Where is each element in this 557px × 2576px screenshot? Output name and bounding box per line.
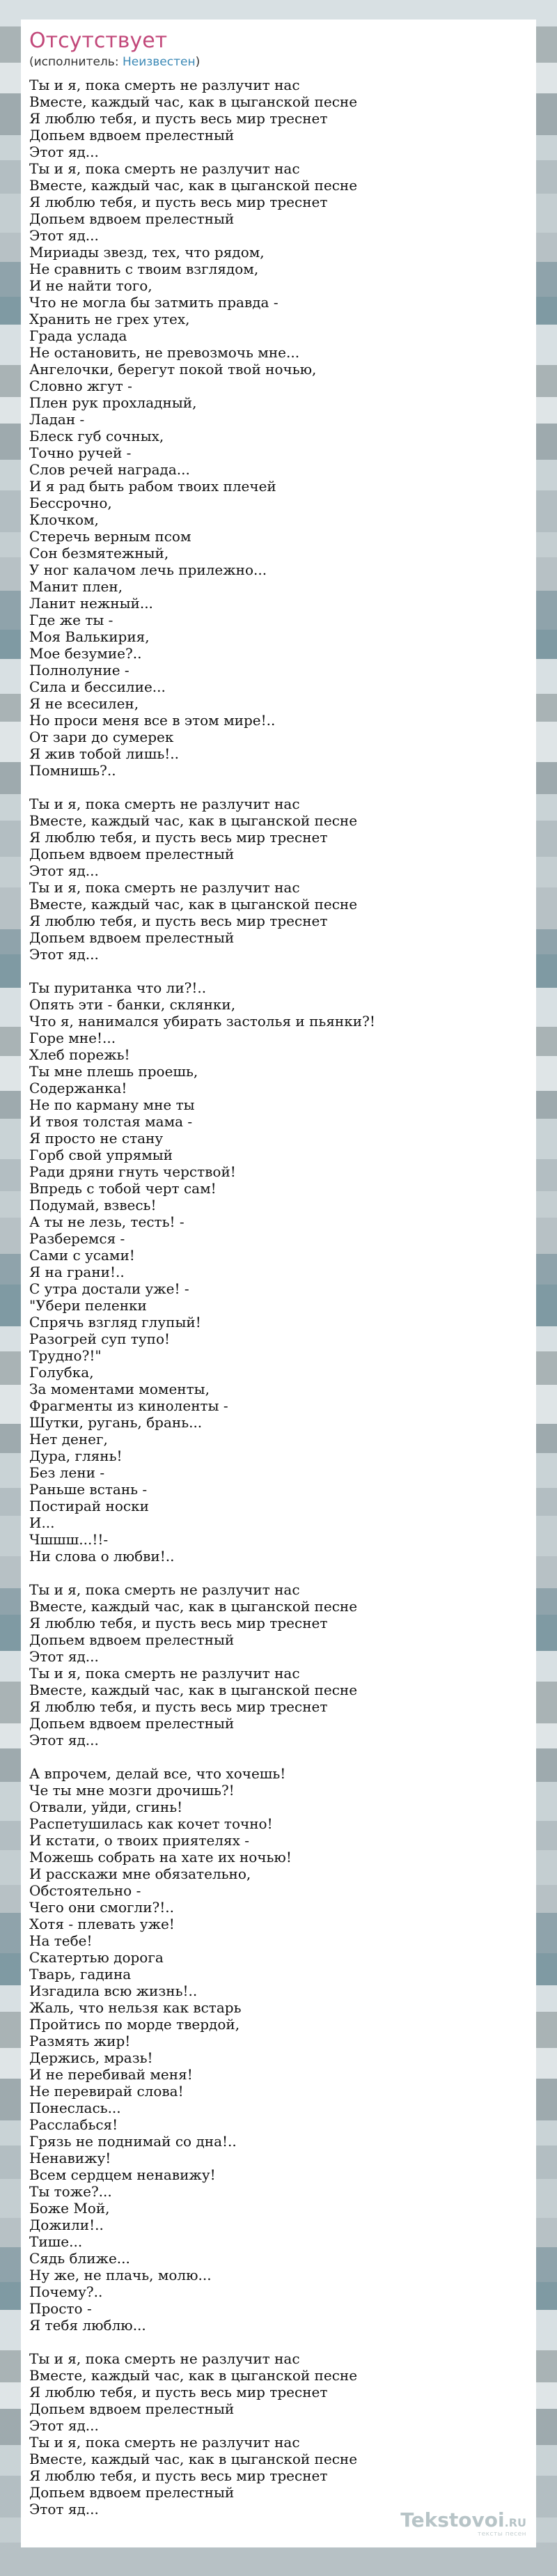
lyric-line: Я просто не стану: [29, 1130, 164, 1147]
lyric-line: Этот яд...: [29, 862, 99, 879]
lyric-line: Ты и я, пока смерть не разлучит нас: [29, 879, 300, 896]
lyric-line: Не остановить, не превозмочь мне...: [29, 344, 300, 361]
lyric-line: Без лени -: [29, 1464, 105, 1481]
lyric-line: Мое безумие?..: [29, 645, 142, 662]
logo-name: Tekstovoi: [400, 2508, 505, 2531]
lyric-line: Хлеб порежь!: [29, 1046, 130, 1063]
lyric-line: Вместе, каждый час, как в цыганской песне: [29, 93, 358, 110]
lyric-line: Допьем вдвоем прелестный: [29, 1631, 235, 1648]
lyric-line: Допьем вдвоем прелестный: [29, 929, 235, 946]
lyric-line: Не сравнить с твоим взглядом,: [29, 261, 259, 277]
lyric-line: Вместе, каждый час, как в цыганской песне: [29, 177, 358, 194]
lyric-line: Расслабься!: [29, 2116, 118, 2133]
performer-suffix: ): [195, 55, 201, 69]
lyric-line: Вместе, каждый час, как в цыганской песне: [29, 896, 358, 913]
lyric-line: Подумай, взвесь!: [29, 1197, 157, 1213]
lyric-line: И твоя толстая мама -: [29, 1113, 193, 1130]
lyric-line: Я люблю тебя, и пусть весь мир треснет: [29, 194, 328, 210]
lyric-line: Можешь собрать на хате их ночью!: [29, 1849, 292, 1865]
lyric-line: Вместе, каждый час, как в цыганской песне: [29, 1682, 358, 1698]
lyric-line: Ненавижу!: [29, 2150, 111, 2166]
lyric-line: Моя Валькирия,: [29, 628, 150, 645]
lyric-line: Тише...: [29, 2233, 83, 2250]
lyric-line: Ни слова о любви!..: [29, 1548, 175, 1565]
logo-tld: .RU: [504, 2516, 526, 2529]
lyric-line: Скатертью дорога: [29, 1949, 164, 1966]
lyric-line: Отвали, уйди, сгинь!: [29, 1799, 183, 1815]
lyric-line: И кстати, о твоих приятелях -: [29, 1832, 250, 1849]
lyric-line: Нет денег,: [29, 1431, 108, 1448]
performer-line: [29, 54, 528, 70]
lyric-line: Вместе, каждый час, как в цыганской песне: [29, 2367, 358, 2384]
lyric-line: И...: [29, 1514, 55, 1531]
logo-tagline: тексты песен: [477, 2531, 526, 2538]
lyric-line: А ты не лезь, тесть! -: [29, 1213, 185, 1230]
lyric-line: Ты и я, пока смерть не разлучит нас: [29, 1581, 300, 1598]
lyric-line: Плен рук прохладный,: [29, 394, 197, 411]
lyric-line: Ты пуританка что ли?!..: [29, 979, 207, 996]
lyrics-card: [21, 20, 536, 2547]
lyric-line: Этот яд...: [29, 2501, 99, 2517]
lyric-line: Дожили!..: [29, 2217, 104, 2233]
lyric-line: Понеслась...: [29, 2100, 121, 2116]
lyric-line: Бессрочно,: [29, 495, 112, 511]
lyric-line: Точно ручей -: [29, 444, 132, 461]
lyric-line: Я люблю тебя, и пусть весь мир треснет: [29, 1698, 328, 1715]
lyric-line: Что я, нанимался убирать застолья и пьянки?!: [29, 1013, 375, 1030]
lyric-line: Ты и я, пока смерть не разлучит нас: [29, 796, 300, 812]
lyrics-stanza: [29, 2350, 528, 2517]
lyric-line: Я люблю тебя, и пусть весь мир треснет: [29, 110, 328, 127]
lyric-line: Я люблю тебя, и пусть весь мир треснет: [29, 913, 328, 929]
lyric-line: Мириады звезд, тех, что рядом,: [29, 244, 265, 261]
lyric-line: И расскажи мне обязательно,: [29, 1865, 251, 1882]
lyric-line: У ног калачом лечь прилежно...: [29, 561, 267, 578]
lyric-line: Допьем вдвоем прелестный: [29, 210, 235, 227]
lyric-line: Впредь с тобой черт сам!: [29, 1180, 217, 1197]
lyric-line: Содержанка!: [29, 1080, 127, 1096]
lyric-line: Ты тоже?...: [29, 2183, 112, 2200]
lyrics-stanza: [29, 796, 528, 963]
lyrics-stanza: [29, 1581, 528, 1748]
lyric-line: Ланит нежный...: [29, 595, 153, 612]
lyric-line: "Убери пеленки: [29, 1297, 147, 1314]
lyric-line: Горе мне!...: [29, 1030, 116, 1046]
lyric-line: Раньше встань -: [29, 1481, 148, 1498]
lyric-line: Сядь ближе...: [29, 2250, 130, 2267]
lyric-line: Я на грани!..: [29, 1264, 125, 1280]
lyric-line: Словно жгут -: [29, 378, 132, 394]
lyric-line: Ты и я, пока смерть не разлучит нас: [29, 2350, 300, 2367]
lyric-line: Я люблю тебя, и пусть весь мир треснет: [29, 2384, 328, 2400]
lyric-line: Не перевирай слова!: [29, 2083, 184, 2100]
performer-link[interactable]: Неизвестен: [122, 55, 196, 69]
lyric-line: Чшшш...!!-: [29, 1531, 109, 1548]
lyric-line: Этот яд...: [29, 227, 99, 244]
lyric-line: Слов речей награда...: [29, 461, 190, 478]
lyric-line: Допьем вдвоем прелестный: [29, 2400, 235, 2417]
lyric-line: Вместе, каждый час, как в цыганской песне: [29, 2451, 358, 2467]
lyric-line: Этот яд...: [29, 2417, 99, 2434]
lyric-line: Фрагменты из киноленты -: [29, 1397, 228, 1414]
lyric-line: Просто -: [29, 2300, 92, 2317]
lyrics-stanza: [29, 77, 528, 779]
lyrics-stanza: [29, 979, 528, 1565]
lyric-line: Ты и я, пока смерть не разлучит нас: [29, 160, 300, 177]
lyric-line: Ну же, не плачь, молю...: [29, 2267, 212, 2283]
lyric-line: Стеречь верным псом: [29, 528, 191, 545]
lyric-line: Не по карману мне ты: [29, 1096, 195, 1113]
lyric-line: Изгадила всю жизнь!..: [29, 1983, 198, 1999]
lyric-line: Ладан -: [29, 411, 85, 428]
lyric-line: Ты и я, пока смерть не разлучит нас: [29, 77, 300, 93]
lyric-line: Постирай носки: [29, 1498, 149, 1514]
lyric-line: Чего они смогли?!..: [29, 1899, 175, 1916]
lyric-line: Сила и бессилие...: [29, 678, 166, 695]
lyric-line: Помнишь?..: [29, 762, 116, 779]
lyric-line: И я рад быть рабом твоих плечей: [29, 478, 276, 495]
lyric-line: Блеск губ сочных,: [29, 428, 164, 444]
lyric-line: Но проси меня все в этом мире!..: [29, 712, 276, 729]
lyric-line: Опять эти - банки, склянки,: [29, 996, 236, 1013]
site-logo[interactable]: [400, 2508, 526, 2538]
lyric-line: Разберемся -: [29, 1230, 125, 1247]
lyric-line: Размять жир!: [29, 2033, 131, 2049]
lyric-line: Боже Мой,: [29, 2200, 110, 2217]
lyric-line: Голубка,: [29, 1364, 94, 1381]
lyric-line: Почему?..: [29, 2283, 103, 2300]
lyric-line: Допьем вдвоем прелестный: [29, 2484, 235, 2501]
lyric-line: С утра достали уже! -: [29, 1280, 189, 1297]
lyric-line: Этот яд...: [29, 1732, 99, 1748]
lyrics-stanza: [29, 1765, 528, 2334]
lyric-line: Распетушилась как кочет точно!: [29, 1815, 273, 1832]
performer-prefix: (исполнитель:: [29, 55, 123, 69]
lyric-line: Спрячь взгляд глупый!: [29, 1314, 201, 1330]
lyrics-body: [29, 77, 528, 2517]
lyric-line: Я люблю тебя, и пусть весь мир треснет: [29, 829, 328, 846]
lyric-line: Ты мне плешь проешь,: [29, 1063, 198, 1080]
lyric-line: Где же ты -: [29, 612, 113, 628]
lyric-line: Вместе, каждый час, как в цыганской песне: [29, 1598, 358, 1615]
lyric-line: Я тебя люблю...: [29, 2317, 146, 2334]
lyric-line: Что не могла бы затмить правда -: [29, 294, 278, 311]
lyric-line: Этот яд...: [29, 946, 99, 963]
lyric-line: От зари до сумерек: [29, 729, 174, 745]
lyric-line: Трудно?!": [29, 1347, 102, 1364]
lyric-line: Разогрей суп тупо!: [29, 1330, 171, 1347]
lyric-line: Держись, мразь!: [29, 2049, 153, 2066]
lyric-line: Я не всесилен,: [29, 695, 139, 712]
lyric-line: Дура, глянь!: [29, 1448, 123, 1464]
lyric-line: Я люблю тебя, и пусть весь мир треснет: [29, 2467, 328, 2484]
lyric-line: Допьем вдвоем прелестный: [29, 846, 235, 862]
lyric-line: А впрочем, делай все, что хочешь!: [29, 1765, 286, 1782]
page-title: Отсутствует: [29, 29, 168, 53]
lyric-line: Сами с усами!: [29, 1247, 135, 1264]
lyric-line: Обстоятельно -: [29, 1882, 141, 1899]
lyric-line: Допьем вдвоем прелестный: [29, 1715, 235, 1732]
lyric-line: Грязь не поднимай со дна!..: [29, 2133, 237, 2150]
lyric-line: И не перебивай меня!: [29, 2066, 193, 2083]
lyric-line: Этот яд...: [29, 1648, 99, 1665]
lyric-line: Пройтись по морде твердой,: [29, 2016, 240, 2033]
lyric-line: Я люблю тебя, и пусть весь мир треснет: [29, 1615, 328, 1631]
lyric-line: Тварь, гадина: [29, 1966, 132, 1983]
lyric-line: Сон безмятежный,: [29, 545, 169, 561]
lyric-line: Ты и я, пока смерть не разлучит нас: [29, 2434, 300, 2451]
lyric-line: Града услада: [29, 327, 127, 344]
lyric-line: За моментами моменты,: [29, 1381, 210, 1397]
lyric-line: Этот яд...: [29, 143, 99, 160]
lyric-line: Клочком,: [29, 511, 99, 528]
lyric-line: Жаль, что нельзя как встарь: [29, 1999, 242, 2016]
lyric-line: И не найти того,: [29, 277, 152, 294]
lyric-line: Горб свой упрямый: [29, 1147, 173, 1163]
lyric-line: Ты и я, пока смерть не разлучит нас: [29, 1665, 300, 1682]
lyric-line: На тебе!: [29, 1932, 93, 1949]
lyric-line: Я жив тобой лишь!..: [29, 745, 179, 762]
lyric-line: Ангелочки, берегут покой твой ночью,: [29, 361, 317, 378]
lyric-line: Хотя - плевать уже!: [29, 1916, 175, 1932]
lyric-line: Хранить не грех утех,: [29, 311, 190, 327]
lyric-line: Че ты мне мозги дрочишь?!: [29, 1782, 235, 1799]
lyric-line: Полнолуние -: [29, 662, 130, 678]
background-stripe: [0, 2543, 557, 2576]
lyric-line: Допьем вдвоем прелестный: [29, 127, 235, 143]
lyric-line: Манит плен,: [29, 578, 123, 595]
lyric-line: Вместе, каждый час, как в цыганской песне: [29, 812, 358, 829]
lyric-line: Всем сердцем ненавижу!: [29, 2166, 216, 2183]
lyric-line: Ради дряни гнуть черствой!: [29, 1163, 236, 1180]
lyric-line: Шутки, ругань, брань...: [29, 1414, 203, 1431]
